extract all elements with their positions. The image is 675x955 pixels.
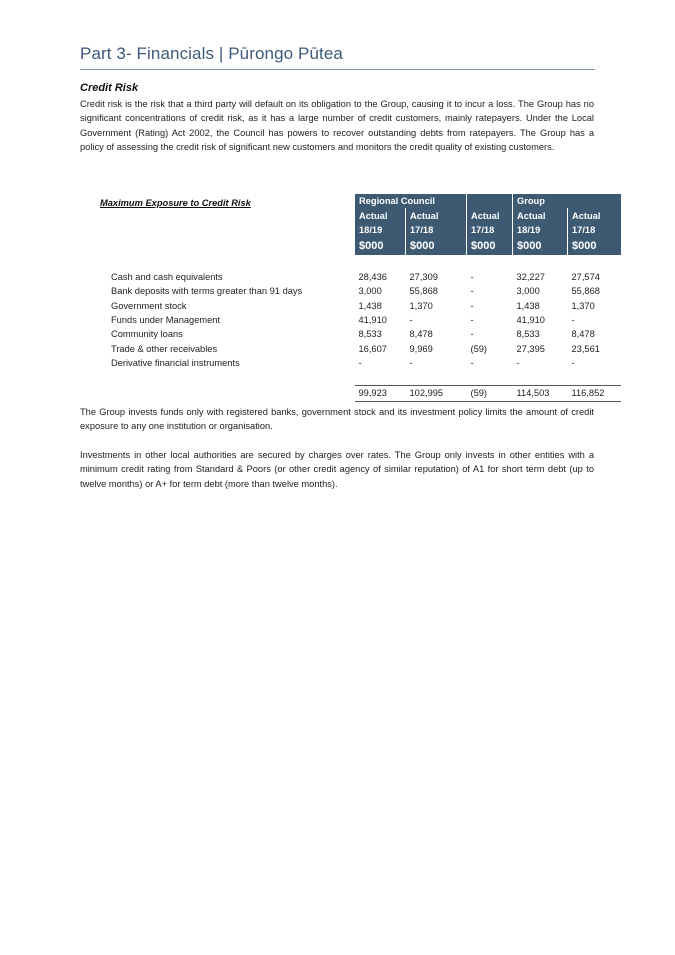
column-unit: $000 — [513, 237, 568, 255]
column-period: 17/18 — [406, 223, 467, 237]
cell-value: 27,574 — [571, 271, 600, 282]
cell-value: 1,370 — [409, 300, 433, 311]
column-header: Actual — [406, 208, 467, 222]
cell-value: - — [409, 358, 413, 369]
table-row — [100, 298, 621, 312]
title-divider — [80, 69, 595, 70]
column-unit: $000 — [467, 237, 513, 255]
cell-value: 1,438 — [358, 300, 382, 311]
row-label: Funds under Management — [111, 314, 221, 325]
cell-value: 41,910 — [516, 314, 545, 325]
cell-value: 16,607 — [358, 343, 387, 354]
cell-value: - — [358, 358, 362, 369]
table-row — [100, 284, 621, 298]
column-header: Actual — [568, 208, 622, 222]
table-row — [100, 327, 621, 341]
cell-value: 8,533 — [516, 329, 540, 340]
total-value: 116,852 — [568, 385, 622, 401]
group-header-group: Group — [513, 194, 622, 208]
note-paragraph: Investments in other local authorities are secured by charges over rates. The Group only invests in other entities with a minimum credit rating from Standard & Poors (or other credit agency of similar reputation) of A1 for short term debt (up to twelve months) or A+ for term debt (more than twelve months). — [80, 450, 594, 489]
cell-value: 3,000 — [516, 286, 540, 297]
row-label: Cash and cash equivalents — [111, 271, 223, 282]
cell-value: 8,478 — [571, 329, 595, 340]
group-header-regional-council: Regional Council — [355, 194, 467, 208]
row-label: Government stock — [111, 300, 187, 311]
cell-value: - — [470, 300, 474, 311]
cell-value: - — [470, 314, 474, 325]
total-row — [100, 385, 621, 401]
cell-value: - — [470, 358, 474, 369]
section-heading: Credit Risk — [80, 82, 139, 94]
column-header: Actual — [355, 208, 406, 222]
cell-value: - — [571, 314, 575, 325]
table-row — [100, 313, 621, 327]
column-period: 18/19 — [513, 223, 568, 237]
cell-value: 55,868 — [409, 286, 438, 297]
total-value: (59) — [467, 385, 513, 401]
cell-value: - — [571, 358, 575, 369]
page-title: Part 3- Financials | Pūrongo Pūtea — [80, 44, 343, 63]
total-value: 99,923 — [355, 385, 406, 401]
cell-value: - — [470, 271, 474, 282]
column-period: 18/19 — [355, 223, 406, 237]
note-paragraph: The Group invests funds only with registered banks, government stock and its investment policy limits the amount of credit exposure to any one institution or organisation. — [80, 407, 594, 432]
total-value: 114,503 — [513, 385, 568, 401]
cell-value: (59) — [470, 343, 488, 354]
cell-value: 27,309 — [409, 271, 438, 282]
cell-value: 41,910 — [358, 314, 387, 325]
cell-value: 32,227 — [516, 271, 545, 282]
column-header: Actual — [467, 208, 513, 222]
cell-value: 8,478 — [409, 329, 433, 340]
row-label: Bank deposits with terms greater than 91 days — [111, 286, 303, 297]
cell-value: - — [516, 358, 520, 369]
total-value: 102,995 — [406, 385, 467, 401]
table-row — [100, 270, 621, 284]
column-unit: $000 — [568, 237, 622, 255]
cell-value: 3,000 — [358, 286, 382, 297]
intro-paragraph: Credit risk is the risk that a third party will default on its obligation to the Group, causing it to incur a loss. The Group has no significant concentrations of credit risk, as it has a large number of credit customers, mainly ratepayers. Under the Local Government (Rating) Act 2002, the Council has powers to recover outstanding debts from ratepayers. The Group has a policy of assessing the credit risk of significant new customers and monitors the credit quality of existing customers. — [80, 99, 594, 153]
row-label: Derivative financial instruments — [111, 358, 240, 369]
cell-value: 27,395 — [516, 343, 545, 354]
column-unit: $000 — [355, 237, 406, 255]
credit-risk-table — [100, 194, 621, 402]
cell-value: - — [470, 286, 474, 297]
cell-value: - — [409, 314, 413, 325]
row-label: Community loans — [111, 329, 183, 340]
table-caption: Maximum Exposure to Credit Risk — [100, 198, 251, 208]
cell-value: 8,533 — [358, 329, 382, 340]
column-unit: $000 — [406, 237, 467, 255]
cell-value: - — [470, 329, 474, 340]
cell-value: 55,868 — [571, 286, 600, 297]
cell-value: 9,969 — [409, 343, 433, 354]
cell-value: 1,438 — [516, 300, 540, 311]
row-label: Trade & other receivables — [111, 343, 218, 354]
cell-value: 23,561 — [571, 343, 600, 354]
column-period: 17/18 — [467, 223, 513, 237]
column-period: 17/18 — [568, 223, 622, 237]
cell-value: 28,436 — [358, 271, 387, 282]
table-row — [100, 356, 621, 370]
column-header: Actual — [513, 208, 568, 222]
table-row — [100, 342, 621, 356]
cell-value: 1,370 — [571, 300, 595, 311]
